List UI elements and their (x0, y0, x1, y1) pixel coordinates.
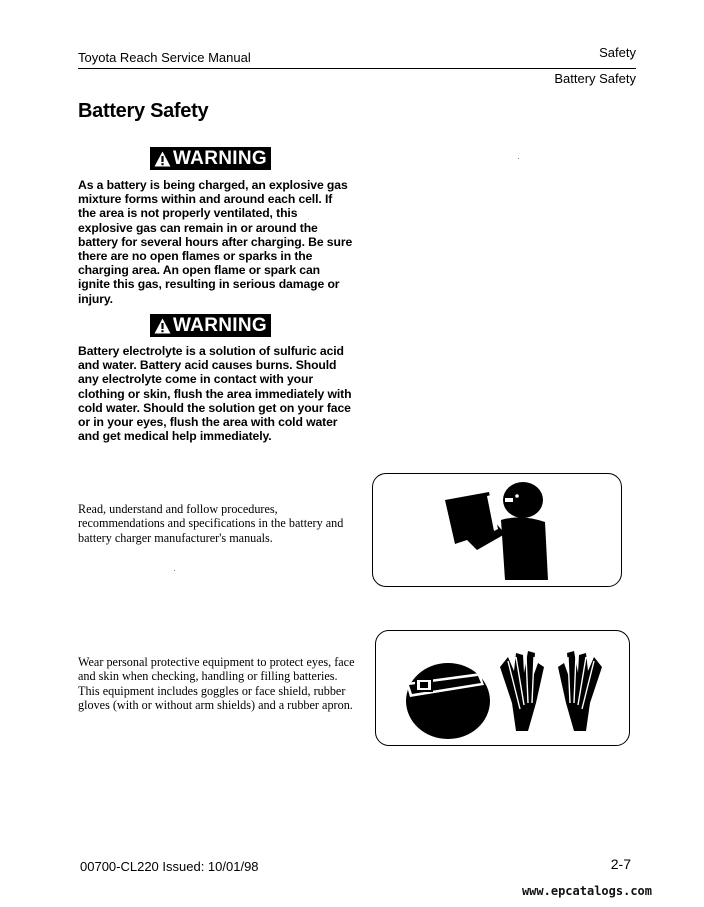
goggles-and-gloves-icon (376, 631, 629, 745)
pictogram-frame (372, 473, 622, 587)
manual-title: Toyota Reach Service Manual (78, 50, 251, 65)
warning-triangle-icon (154, 318, 171, 334)
warning-badge (150, 314, 271, 337)
instruction-text: Wear personal protective equipment to protect eyes, face and skin when checking, handling or filling batteries. This equipment includes goggles or face shield, rubber gloves (with or without arm shields) and a rubber apron. (78, 655, 355, 713)
header-rule (78, 68, 636, 69)
warning-badge (150, 147, 271, 170)
instruction-text: Read, understand and follow procedures, recommendations and specifications in the battery and battery charger manufacturer's manuals. (78, 502, 344, 545)
warning-label: WARNING (173, 315, 267, 336)
person-reading-manual-icon (373, 474, 621, 586)
pictogram-frame (375, 630, 630, 746)
warning-triangle-icon (154, 151, 171, 167)
section-name: Safety (599, 45, 636, 60)
scan-speck (174, 570, 175, 571)
document-id: 00700-CL220 Issued: 10/01/98 (80, 859, 259, 874)
page-title: Battery Safety (78, 100, 209, 122)
warning-label: WARNING (173, 148, 267, 169)
page-number: 2-7 (610, 856, 631, 872)
scan-speck (518, 158, 519, 159)
watermark-url: www.epcatalogs.com (521, 884, 652, 898)
warning-text: Battery electrolyte is a solution of sulfuric acid and water. Battery acid causes burns. Should any electrolyte come in contact with your clothing or skin, flush the area immediately with cold water. Should the solution get on your face or in your eyes, flush the area with cold water and get medical help immediately. (78, 344, 352, 444)
subsection-name: Battery Safety (554, 71, 636, 86)
warning-text: As a battery is being charged, an explosive gas mixture forms within and around each cell. If the area is not properly ventilated, this explosive gas can remain in or around the battery for several hours after charging. Be sure there are no open flames or sparks in the charging area. An open flame or spark can ignite this gas, resulting in serious damage or injury. (78, 178, 353, 306)
